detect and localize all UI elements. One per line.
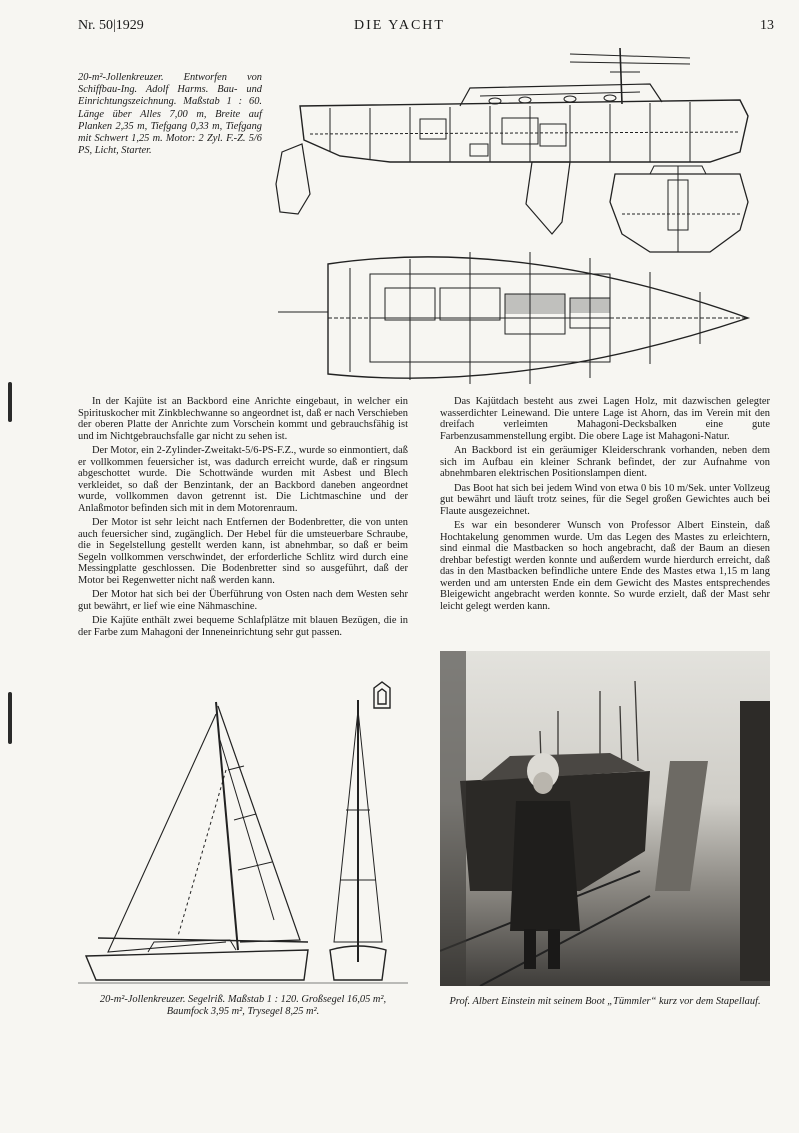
paragraph: Das Boot hat sich bei jedem Wind von etwa 0 bis 10 m/Sek. unter Vollzeug gut bewährt und läuft trotz seines, für die Segel großen Gewichtes auch bei Flaute ausgezeichnet.: [440, 482, 770, 517]
plan-caption: 20-m²-Jollenkreuzer. Entworfen von Schiffbau-Ing. Adolf Harms. Bau- und Einrichtungszeichnung. Maßstab 1 : 60. Länge über Alles 7,00 m, Breite auf Planken 2,35 m, Tiefgang 0,33 m, Tiefgang mit Schwert 1,25 m. Motor: 2 Zyl. F.-Z. 5/6 PS, Licht, Starter.: [78, 72, 262, 157]
sail-plan-caption: 20-m²-Jollenkreuzer. Segelriß. Maßstab 1 : 120. Großsegel 16,05 m², Baumfock 3,95 m², Trysegel 8,25 m².: [99, 994, 387, 1017]
article-column-left: [78, 396, 408, 641]
photo-caption: Prof. Albert Einstein mit seinem Boot „Tümmler“ kurz vor dem Stapellauf.: [449, 996, 761, 1007]
paragraph: Der Motor ist sehr leicht nach Entfernen der Bodenbretter, die von unten auch feuersicher sind, zugänglich. Der Hebel für die umsteuerbare Schraube, die in Segelstellung gestellt werden kann, ist abnehmbar, so daß er beim Segeln vollkommen verschwindet, der erforderliche Schlitz wird durch eine Messingplatte geschlossen. Die Bodenbretter sind so ausgeführt, daß der Motor bei Regenwetter nicht naß werden kann.: [78, 517, 408, 586]
page-number: 13: [760, 18, 774, 33]
construction-drawing: [270, 44, 770, 389]
binding-mark: [8, 692, 12, 744]
einstein-boat-photo: [440, 651, 770, 986]
paragraph: Der Motor, ein 2-Zylinder-Zweitakt-5/6-PS-F.Z., wurde so einmontiert, daß er vollkommen feuersicher ist, was dadurch erreicht wurde, daß er ringsum abgeschottet wurde. Die Schottwände wurden mit Asbest und Blech verkleidet, so daß der Benzintank, der an Backbord daneben angeordnet wurde, vollkommen davon getrennt ist. Die Lichtmaschine und der Anlaßmotor befinden sich mit in dem Motorenraum.: [78, 445, 408, 514]
article-column-right: [440, 396, 770, 615]
paragraph: An Backbord ist ein geräumiger Kleiderschrank vorhanden, neben dem sich im Aufbau ein kleiner Schrank befindet, der zur Aufnahme von abnehmbaren elektrischen Positionslampen dient.: [440, 445, 770, 479]
paragraph: Der Motor hat sich bei der Überführung von Osten nach dem Westen sehr gut bewährt, er lief wie eine Nähmaschine.: [78, 589, 408, 612]
sail-plan-drawing: [78, 680, 408, 990]
paragraph: In der Kajüte ist an Backbord eine Anrichte eingebaut, in welcher ein Spirituskocher mit Zinkblechwanne so angeordnet ist, daß er nach Verschieben der oberen Platte der Anrichte zum Vorschein kommt und gebrauchsfähig ist und im Nichtgebrauchsfalle gar nicht zu sehen ist.: [78, 396, 408, 442]
issue-number: Nr. 50|1929: [78, 18, 144, 33]
paragraph: Die Kajüte enthält zwei bequeme Schlafplätze mit blauen Bezügen, die in der Farbe zum Mahagoni der Inneneinrichtung sehr gut passen.: [78, 615, 408, 638]
paragraph: Es war ein besonderer Wunsch von Professor Albert Einstein, daß Hochtakelung genommen wurde. Um das Legen des Mastes zu erleichtern, sind einmal die Mastbacken so hoch angebracht, daß der Baum an diesen drehbar befestigt werden konnte und außerdem wurde hierdurch erreicht, daß das in den Mastbacken befindliche untere Ende des Mastes etwa 1,15 m lang werden und am untersten Ende ein dem Gewicht des Mastes entsprechendes Bleigewicht angebracht werden konnte. So wurde erzielt, daß der Mast sehr leicht gelegt werden kann.: [440, 520, 770, 612]
paragraph: Das Kajütdach besteht aus zwei Lagen Holz, mit dazwischen gelegter wasserdichter Leinewand. Die untere Lage ist Ahorn, das im Verein mit den dreifach verleimten Mahagoni-Decksbalken eine gute Farbenzusammenstellung ergibt. Die obere Lage ist Mahagoni-Natur.: [440, 396, 770, 442]
magazine-title: DIE YACHT: [354, 18, 445, 33]
binding-mark: [8, 382, 12, 422]
